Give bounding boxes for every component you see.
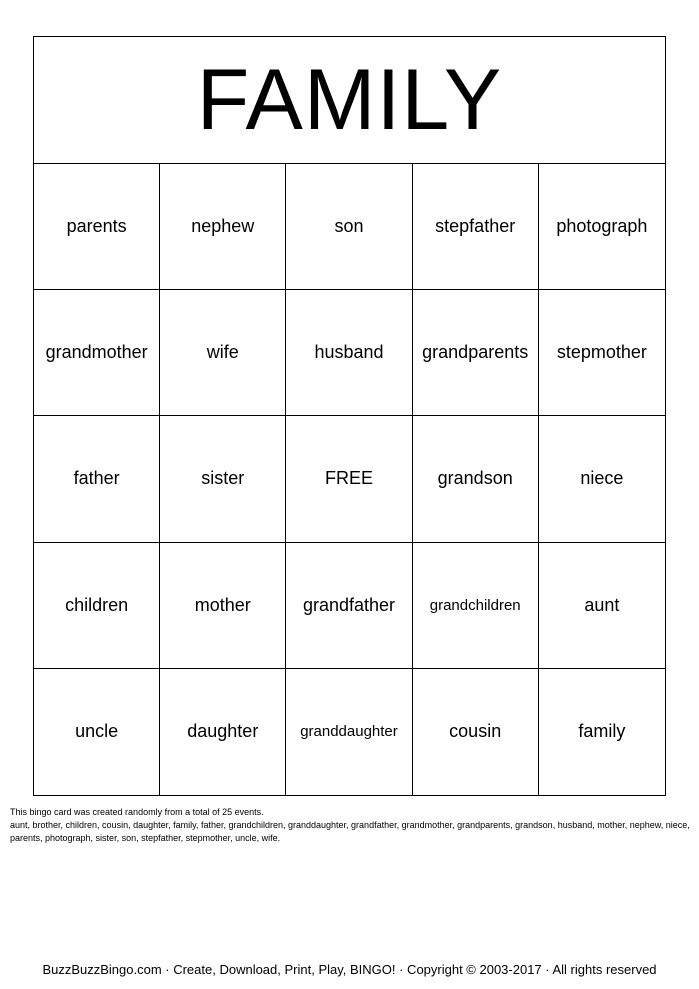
bingo-cell: husband — [286, 290, 412, 416]
bingo-cell: stepmother — [539, 290, 665, 416]
bingo-cell: uncle — [34, 669, 160, 795]
bingo-cell: grandfather — [286, 543, 412, 669]
bingo-cell: family — [578, 721, 626, 742]
bingo-cell: sister — [160, 416, 286, 542]
bingo-cell: aunt — [539, 543, 665, 669]
bingo-cell: grandparents — [413, 290, 539, 416]
bingo-cell: cousin — [413, 669, 539, 795]
bingo-cell: wife — [160, 290, 286, 416]
bingo-cell: granddaughter — [286, 669, 412, 795]
bingo-cell: grandchildren — [413, 543, 539, 669]
note-summary: This bingo card was created randomly from a total of 25 events. — [10, 807, 264, 817]
bingo-cell: nephew — [160, 164, 286, 290]
bingo-cell: daughter — [160, 669, 286, 795]
bingo-cell: mother — [160, 543, 286, 669]
footer: BuzzBuzzBingo.com · Create, Download, Print, Play, BINGO! · Copyright © 2003-2017 · All rights reserved — [42, 962, 657, 977]
title-cell — [34, 37, 665, 164]
bingo-cell: grandmother — [34, 290, 160, 416]
bingo-cell: grandson — [413, 416, 539, 542]
note-word-list: aunt, brother, children, cousin, daughter, family, father, grandchildren, granddaughter, grandfather, grandmother, grandparents, grandson, husband, mother, nephew, niece, parents, photograph, sister, son, stepfather, stepmother, uncle, wife. — [10, 820, 690, 843]
card-title: FAMILY — [196, 52, 503, 148]
bingo-cell: photograph — [539, 164, 665, 290]
bingo-cell: children — [34, 543, 160, 669]
card-note — [10, 806, 690, 845]
bingo-cell: parents — [34, 164, 160, 290]
bingo-cell: father — [34, 416, 160, 542]
bingo-cell: niece — [539, 416, 665, 542]
bingo-cell: son — [286, 164, 412, 290]
free-space-cell: FREE — [286, 416, 412, 542]
bingo-cell: stepfather — [413, 164, 539, 290]
bingo-card — [33, 36, 666, 796]
bingo-grid — [34, 164, 665, 795]
